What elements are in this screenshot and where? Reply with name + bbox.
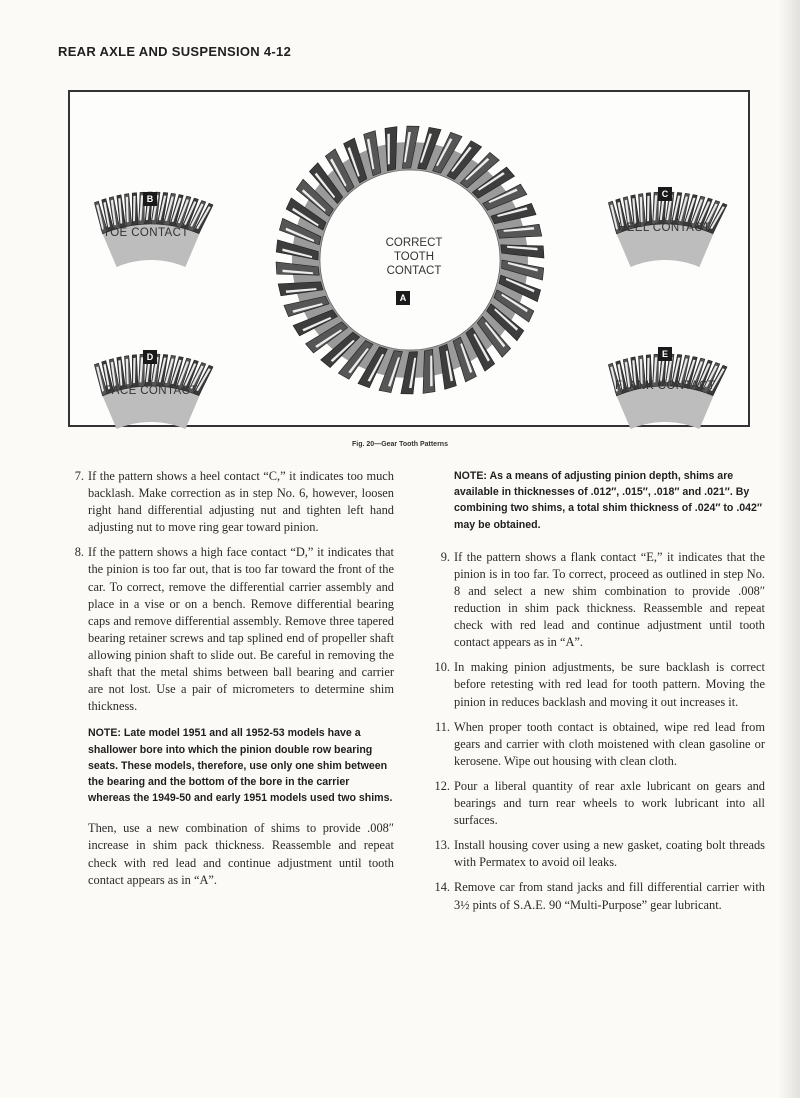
label-flank-contact: FLANK CONTACT [615, 380, 716, 392]
badge-e: E [658, 347, 672, 361]
step-10 [430, 659, 765, 710]
badge-c: C [658, 187, 672, 201]
step-number: 10. [434, 660, 450, 675]
badge-a: A [396, 291, 410, 305]
label-toe-contact: TOE CONTACT [103, 227, 189, 239]
step-text: If the pattern shows a flank contact “E,” it indicates that the pinion is in too far. To correct, proceed as outlined in step No. 8 and select a new shim combination to provide .008″ reduction in shim pack thickness. Reassemble and repeat check with red lead and continue adjustment until tooth contact appears as in “A”. [454, 549, 765, 650]
page-edge-shadow [778, 0, 800, 1098]
page-header: REAR AXLE AND SUSPENSION 4-12 [58, 44, 292, 59]
correct-tooth-contact-label [366, 236, 462, 278]
step-text: Remove car from stand jacks and fill differential carrier with 3½ pints of S.A.E. 90 “Multi-Purpose” gear lubricant. [454, 880, 765, 912]
left-column [64, 468, 394, 889]
step-text: In making pinion adjustments, be sure backlash is correct before retesting with red lead for tooth pattern. Moving the pinion in reduces backlash and moving it out increases it. [454, 660, 765, 709]
center-line-2: TOOTH [393, 251, 435, 263]
note-shim-thicknesses: NOTE: As a means of adjusting pinion depth, shims are available in thicknesses of .012″, .015″, .018″ and .021″. By combining two shims, a total shim thickness of .024″ to .042″ may be obtained. [454, 470, 763, 531]
step-text: Pour a liberal quantity of rear axle lubricant on gears and bearings and turn rear wheels to work lubricant into all surfaces. [454, 778, 765, 828]
step-7 [64, 468, 394, 536]
badge-b: B [143, 192, 157, 206]
step-14 [430, 879, 765, 913]
step-text: Install housing cover using a new gasket, coating bolt threads with Permatex to avoid oil leaks. [454, 838, 765, 870]
center-line-1: CORRECT [385, 237, 443, 249]
step-9 [430, 549, 765, 652]
note-shallower-bore: NOTE: Late model 1951 and all 1952-53 models have a shallower bore into which the pinion double row bearing seats. These models, therefore, use only one shim between the bearing and the bottom of the bore in the carrier whereas the 1949-50 and early 1951 models used two shims. [88, 727, 393, 805]
center-line-3: CONTACT [386, 265, 442, 277]
step-number: 14. [434, 880, 450, 895]
step-13 [430, 837, 765, 871]
step-number: 12. [434, 778, 450, 793]
right-column [430, 468, 765, 922]
step-11 [430, 719, 765, 770]
step-number: 9. [440, 549, 450, 564]
step-number: 13. [434, 838, 450, 853]
step-8-continuation: Then, use a new combination of shims to provide .008″ increase in shim pack thickness. Reassemble and repeat check with red lead and continue adjustment until tooth contact appears as in “A”. [88, 821, 394, 887]
label-face-contact: FACE CONTACT [105, 385, 198, 397]
figure-caption: Fig. 20—Gear Tooth Patterns [352, 441, 448, 448]
step-text: If the pattern shows a heel contact “C,” it indicates too much backlash. Make correction as in step No. 6, however, loosen right hand differential adjusting nut and tighten left hand adjusting nut to move ring gear toward pinion. [88, 469, 394, 535]
step-text: When proper tooth contact is obtained, wipe red lead from gears and carrier with cloth moistened with clean gasoline or kerosene. Wipe out housing with clean cloth. [454, 719, 765, 768]
step-text: If the pattern shows a high face contact “D,” it indicates that the pinion is too far out, that is too far toward the front of the car. To correct, remove the differential carrier assembly and place in a vise or on a bench. Remove differential bearing caps and remove differential assembly. Remove three tapered bearing retainer screws and tap splined end of propeller shaft allowing pinion shaft to slide out. Be careful in removing the shaft that the metal shims between ball bearing and carrier are not lost. Use a pair of micrometers to determine shim thickness. [88, 545, 394, 714]
badge-d: D [143, 350, 157, 364]
step-number: 11. [434, 719, 450, 734]
label-heel-contact: HEEL CONTACT [618, 222, 711, 234]
step-number: 7. [74, 469, 84, 483]
step-number: 8. [74, 545, 84, 560]
step-8 [64, 544, 394, 715]
step-12 [430, 778, 765, 829]
